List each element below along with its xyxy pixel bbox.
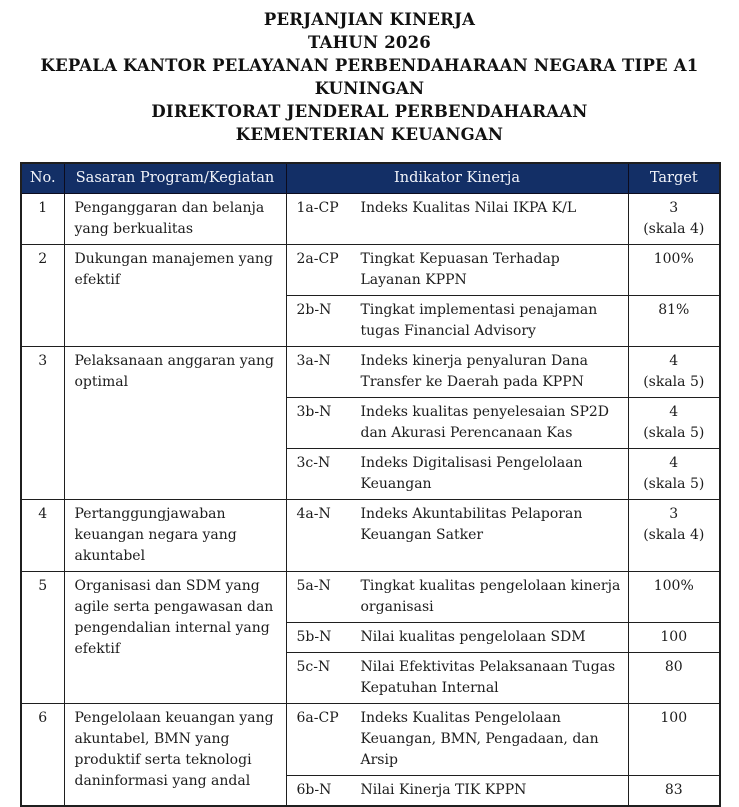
indicator-description: Nilai Efektivitas Pelaksanaan Tugas Kepatuhan Internal	[360, 659, 616, 696]
indicator-wrap	[297, 780, 624, 801]
header-sasaran: Sasaran Program/Kegiatan	[64, 163, 286, 194]
cell-indikator	[286, 347, 628, 398]
title-line-city: KUNINGAN	[314, 79, 425, 98]
indicator-wrap	[297, 198, 624, 219]
cell-sasaran: Dukungan manajemen yang efektif	[64, 245, 286, 347]
cell-target	[628, 623, 720, 653]
table-row	[21, 704, 720, 776]
table-row	[21, 500, 720, 572]
document-title	[0, 8, 739, 146]
cell-target	[628, 398, 720, 449]
cell-target	[628, 653, 720, 704]
target-value: 83	[664, 782, 683, 798]
indicator-code: 5b-N	[296, 629, 332, 645]
table-row	[21, 245, 720, 296]
indicator-wrap	[297, 453, 624, 495]
indicator-code: 3a-N	[296, 353, 331, 369]
indicator-code: 5a-N	[296, 578, 331, 594]
target-value: 4	[669, 353, 679, 369]
cell-target	[628, 500, 720, 572]
target-scale-note: (skala 5)	[643, 374, 705, 390]
cell-indikator	[286, 704, 628, 776]
target-value: 100%	[653, 578, 694, 594]
indicator-wrap	[297, 657, 624, 699]
indicator-wrap	[297, 249, 624, 291]
cell-no: 4	[21, 500, 64, 572]
indicator-wrap	[297, 708, 624, 771]
indicator-code: 1a-CP	[296, 200, 339, 216]
performance-table	[20, 162, 721, 807]
cell-target	[628, 245, 720, 296]
indicator-code: 3c-N	[296, 455, 331, 471]
indicator-description: Indeks Kualitas Pengelolaan Keuangan, BMN, Pengadaan, dan Arsip	[360, 710, 599, 768]
target-value: 100	[660, 710, 688, 726]
cell-sasaran: Pengelolaan keuangan yang akuntabel, BMN yang produktif serta teknologi daninformasi yang andal	[64, 704, 286, 807]
table-header-row	[21, 163, 720, 194]
indicator-code: 4a-N	[296, 506, 331, 522]
cell-indikator	[286, 245, 628, 296]
indicator-wrap	[297, 576, 624, 618]
title-line-directorate: DIREKTORAT JENDERAL PERBENDAHARAAN	[151, 102, 588, 121]
cell-target	[628, 194, 720, 245]
indicator-code: 2a-CP	[296, 251, 339, 267]
cell-indikator	[286, 398, 628, 449]
target-value: 4	[669, 404, 679, 420]
target-scale-note: (skala 4)	[643, 221, 705, 237]
cell-indikator	[286, 449, 628, 500]
indicator-description: Tingkat kualitas pengelolaan kinerja organisasi	[360, 578, 621, 615]
indicator-code: 5c-N	[296, 659, 331, 675]
cell-target	[628, 347, 720, 398]
indicator-wrap	[297, 300, 624, 342]
indicator-description: Indeks kualitas penyelesaian SP2D dan Akurasi Perencanaan Kas	[360, 404, 610, 441]
cell-sasaran: Pertanggungjawaban keuangan negara yang akuntabel	[64, 500, 286, 572]
cell-no: 1	[21, 194, 64, 245]
table-row	[21, 572, 720, 623]
indicator-description: Tingkat Kepuasan Terhadap Layanan KPPN	[360, 251, 560, 288]
target-scale-note: (skala 5)	[643, 425, 705, 441]
cell-indikator	[286, 653, 628, 704]
target-value: 3	[669, 200, 679, 216]
indicator-wrap	[297, 627, 624, 648]
target-scale-note: (skala 4)	[643, 527, 705, 543]
target-value: 4	[669, 455, 679, 471]
indicator-code: 6b-N	[296, 782, 332, 798]
indicator-description: Indeks Digitalisasi Pengelolaan Keuangan	[360, 455, 583, 492]
cell-no: 3	[21, 347, 64, 500]
target-value: 80	[664, 659, 683, 675]
indicator-code: 3b-N	[296, 404, 332, 420]
indicator-description: Tingkat implementasi penajaman tugas Financial Advisory	[360, 302, 598, 339]
title-line-ministry: KEMENTERIAN KEUANGAN	[235, 125, 504, 144]
indicator-wrap	[297, 504, 624, 546]
target-value: 100	[660, 629, 688, 645]
cell-indikator	[286, 296, 628, 347]
indicator-description: Indeks Kualitas Nilai IKPA K/L	[360, 200, 577, 216]
header-no: No.	[21, 163, 64, 194]
cell-no: 6	[21, 704, 64, 807]
target-scale-note: (skala 5)	[643, 476, 705, 492]
indicator-wrap	[297, 402, 624, 444]
cell-indikator	[286, 194, 628, 245]
title-line-agreement: PERJANJIAN KINERJA	[263, 10, 476, 29]
table-row	[21, 194, 720, 245]
cell-indikator	[286, 500, 628, 572]
cell-target	[628, 296, 720, 347]
indicator-description: Nilai kualitas pengelolaan SDM	[360, 629, 586, 645]
indicator-code: 6a-CP	[296, 710, 339, 726]
cell-indikator	[286, 572, 628, 623]
header-target: Target	[628, 163, 720, 194]
target-value: 81%	[658, 302, 690, 318]
table-row	[21, 347, 720, 398]
indicator-wrap	[297, 351, 624, 393]
indicator-description: Indeks kinerja penyaluran Dana Transfer ke Daerah pada KPPN	[360, 353, 588, 390]
cell-target	[628, 572, 720, 623]
title-line-year: TAHUN 2026	[308, 33, 431, 52]
target-value: 3	[669, 506, 679, 522]
cell-sasaran: Pelaksanaan anggaran yang optimal	[64, 347, 286, 500]
cell-indikator	[286, 623, 628, 653]
cell-target	[628, 704, 720, 776]
cell-no: 2	[21, 245, 64, 347]
title-line-office: KEPALA KANTOR PELAYANAN PERBENDAHARAAN NEGARA TIPE A1	[40, 56, 699, 75]
cell-sasaran: Penganggaran dan belanja yang berkualitas	[64, 194, 286, 245]
target-value: 100%	[653, 251, 694, 267]
header-indikator: Indikator Kinerja	[286, 163, 628, 194]
cell-target	[628, 449, 720, 500]
indicator-description: Nilai Kinerja TIK KPPN	[360, 782, 527, 798]
cell-target	[628, 776, 720, 807]
indicator-description: Indeks Akuntabilitas Pelaporan Keuangan Satker	[360, 506, 583, 543]
cell-no: 5	[21, 572, 64, 704]
cell-indikator	[286, 776, 628, 807]
indicator-code: 2b-N	[296, 302, 332, 318]
cell-sasaran: Organisasi dan SDM yang agile serta pengawasan dan pengendalian internal yang efektif	[64, 572, 286, 704]
